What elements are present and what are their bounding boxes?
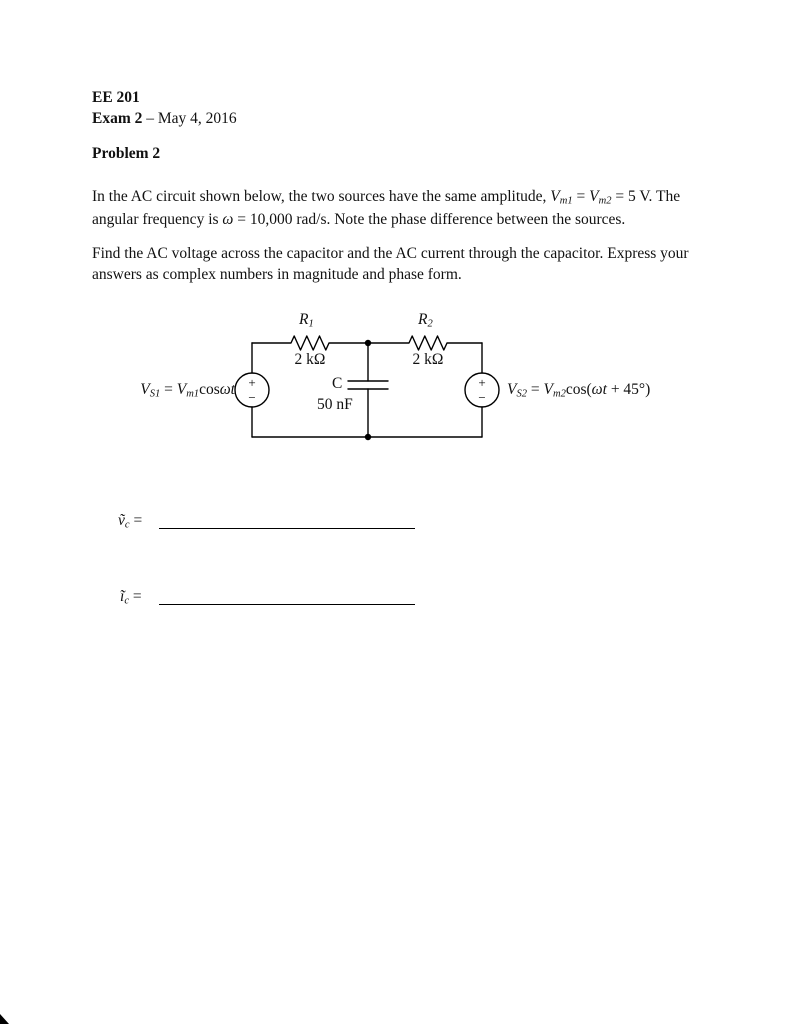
scan-corner-artifact	[0, 1014, 9, 1024]
vs1-equation: VS1 = Vm1cosωt	[140, 381, 235, 400]
exam-date: – May 4, 2016	[142, 110, 237, 127]
vs2-equation: VS2 = Vm2cos(ωt + 45°)	[507, 381, 651, 400]
resistor-r2-value: 2 kΩ	[412, 351, 444, 368]
vc-answer-blank	[159, 525, 415, 529]
vs1-plus-sign: +	[248, 375, 256, 390]
course-code: EE 201	[92, 89, 140, 106]
ic-answer-blank	[159, 601, 415, 605]
resistor-r1-value: 2 kΩ	[294, 351, 326, 368]
vs2-plus-sign: +	[478, 375, 486, 390]
ic-label: ĩc =	[120, 588, 142, 607]
vs1-minus-sign: −	[248, 390, 256, 405]
exam-number: Exam 2	[92, 110, 143, 127]
circuit-diagram	[0, 305, 791, 455]
node-dot-top	[365, 340, 371, 346]
resistor-r1-label: R1	[299, 311, 314, 330]
exam-title-line	[92, 109, 237, 129]
node-dot-bottom	[365, 434, 371, 440]
answer-row-ic	[120, 588, 415, 606]
resistor-r2-label: R2	[418, 311, 433, 330]
problem-statement-2: Find the AC voltage across the capacitor and the AC current through the capacitor. Express your answers as complex numbers in magnitude and phase form.	[92, 245, 689, 284]
problem-title: Problem 2	[92, 145, 161, 162]
circuit-svg	[0, 305, 791, 455]
answer-row-vc	[118, 512, 415, 530]
capacitor-label: C	[332, 375, 343, 392]
capacitor-value: 50 nF	[317, 396, 353, 413]
problem-statement-1: In the AC circuit shown below, the two sources have the same amplitude, Vm1 = Vm2 = 5 V. The angular frequency is ω = 10,000 rad/s. Note the phase difference between the sources.	[92, 188, 681, 228]
vs2-minus-sign: −	[478, 390, 486, 405]
vc-label: ṽc =	[118, 512, 143, 531]
